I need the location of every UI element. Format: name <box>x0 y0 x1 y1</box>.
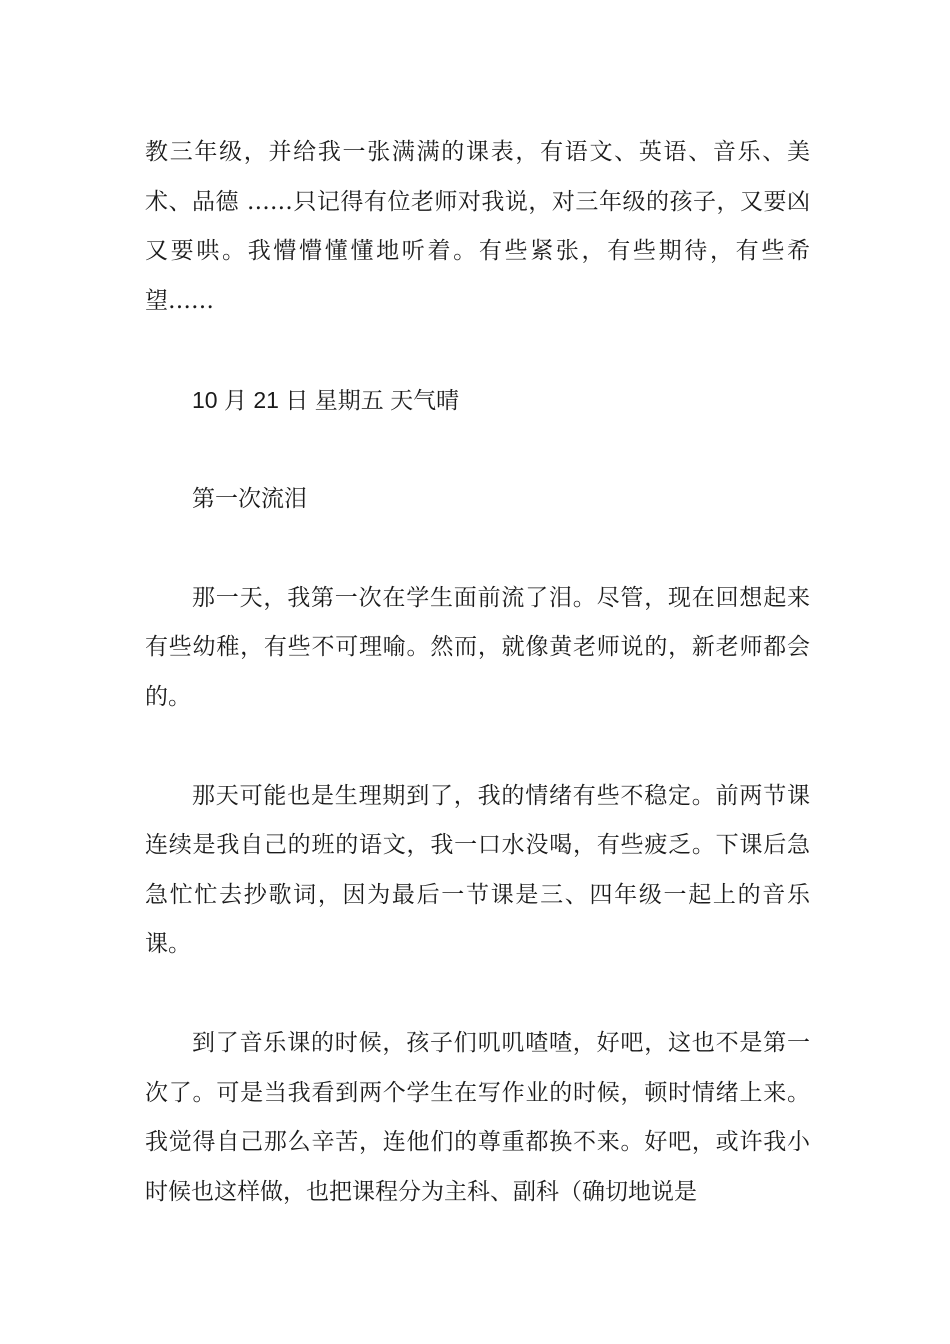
paragraph-gap <box>145 970 810 1020</box>
document-page <box>145 128 810 1217</box>
diary-date-line: 10 月 21 日 星期五 天气晴 <box>192 386 460 413</box>
section-heading: 第一次流泪 <box>192 485 307 512</box>
paragraph-gap <box>145 326 810 376</box>
paragraph-gap <box>145 524 810 574</box>
paragraph-gap <box>145 722 810 772</box>
paragraph: 那天可能也是生理期到了，我的情绪有些不稳定。前两节课连续是我自己的班的语文，我一口水没喝，有些疲乏。下课后急急忙忙去抄歌词，因为最后一节课是三、四年级一起上的音乐课。 <box>145 782 810 957</box>
paragraph-continuation: 教三年级，并给我一张满满的课表，有语文、英语、音乐、美术、品德 ……只记得有位老师对我说，对三年级的孩子，又要凶又要哄。我懵懵懂懂地听着。有些紧张，有些期待，有些希望…… <box>145 139 810 314</box>
paragraph: 到了音乐课的时候，孩子们叽叽喳喳，好吧，这也不是第一次了。可是当我看到两个学生在写作业的时候，顿时情绪上来。我觉得自己那么辛苦，连他们的尊重都换不来。好吧，或许我小时候也这样做，也把课程分为主科、副科（确切地说是 <box>145 1030 810 1205</box>
paragraph: 那一天，我第一次在学生面前流了泪。尽管，现在回想起来有些幼稚，有些不可理喻。然而，就像黄老师说的，新老师都会的。 <box>145 584 810 710</box>
paragraph-gap <box>145 425 810 475</box>
